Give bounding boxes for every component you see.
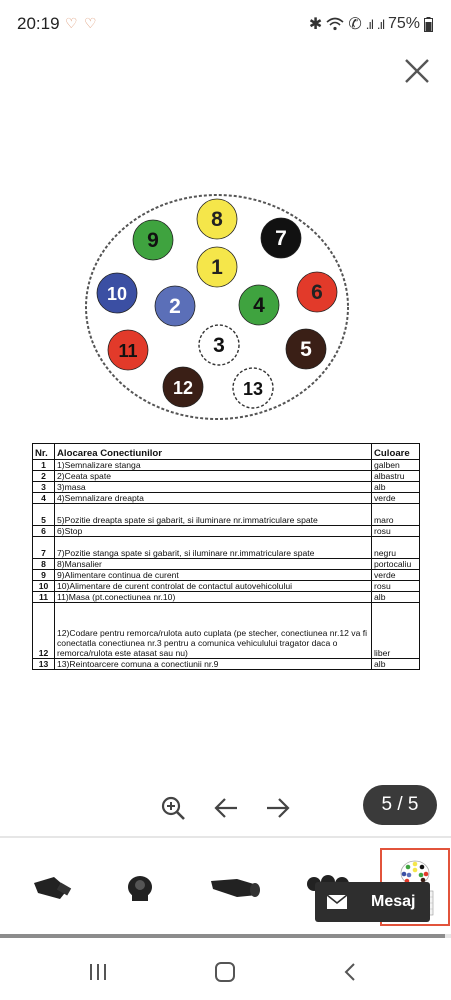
pin-label: 11: [118, 341, 138, 361]
call-icon: ✆: [348, 16, 362, 33]
zoom-in-icon[interactable]: [160, 795, 186, 821]
zoom-in-button[interactable]: [155, 790, 191, 826]
pin-label: 7: [275, 227, 287, 250]
pin-label: 5: [300, 338, 312, 361]
bluetooth-icon: ✱: [308, 16, 323, 33]
signal-icon: .ıl: [365, 16, 373, 32]
pin-label: 4: [253, 294, 265, 317]
pin-label: 13: [242, 379, 264, 399]
table-row: 6 6)Stop rosu: [33, 526, 420, 537]
recent-apps-button[interactable]: [78, 952, 118, 992]
header-alloc: Alocarea Conectiunilor: [55, 444, 372, 460]
table-row: 9 9)Alimentare continua de curent verde: [33, 570, 420, 581]
battery-text: 75%: [387, 15, 420, 32]
pin-11: [108, 330, 148, 370]
heart-icon: ♡: [84, 15, 97, 31]
envelope-icon: [315, 882, 359, 922]
message-button[interactable]: [315, 882, 430, 922]
pin-6: [297, 272, 337, 312]
thumbnail-2[interactable]: [110, 852, 170, 922]
pin-8: [197, 199, 237, 239]
pin-label: 6: [311, 281, 323, 304]
recent-apps-icon[interactable]: [88, 963, 108, 981]
pin-13: [233, 368, 273, 408]
pin-label: 10: [106, 284, 128, 304]
pin-7: [261, 218, 301, 258]
pin-1: [197, 247, 237, 287]
thumbnail-3[interactable]: [205, 852, 265, 922]
table-row: 2 2)Ceata spate albastru: [33, 471, 420, 482]
table-row: 5 5)Pozitie dreapta spate si gabarit, si iluminare nr.immatriculare spate maro: [33, 504, 420, 526]
header-nr: Nr.: [33, 444, 55, 460]
pin-12: [163, 367, 203, 407]
heart-icon: ♡: [65, 15, 78, 31]
table-row: 8 8)Mansalier portocaliu: [33, 559, 420, 570]
table-header: [33, 444, 420, 460]
table-row: 1 1)Semnalizare stanga galben: [33, 460, 420, 471]
pin-5: [286, 329, 326, 369]
next-page-button[interactable]: [260, 790, 296, 826]
pin-10: [97, 273, 137, 313]
home-icon[interactable]: [214, 961, 236, 983]
header-color: Culoare: [372, 444, 420, 460]
divider: [0, 836, 451, 838]
pin-label: 8: [211, 208, 223, 231]
signal-icon: .ıl: [376, 16, 384, 32]
plug-diagram: [0, 0, 451, 440]
table-row: 3 3)masa alb: [33, 482, 420, 493]
back-icon[interactable]: [342, 962, 358, 982]
pin-assignment-table: [32, 443, 420, 670]
arrow-left-icon[interactable]: [213, 797, 239, 819]
plug-angled-icon: [207, 867, 263, 907]
table-row: 10 10)Alimentare de curent controlat de contactul autovehicolului rosu: [33, 581, 420, 592]
pin-4: [239, 285, 279, 325]
pin-2: [155, 286, 195, 326]
message-button-label: Mesaj: [371, 893, 416, 910]
thumbnail-scrollbar[interactable]: [0, 934, 445, 938]
table-row: 12 12)Codare pentru remorca/rulota auto cuplata (pe stecher, conectiunea nr.12 va fi conectatla conectiunea nr.3 pentru a comunica vehiculului tragator daca o remorca/rulota este atasat sau nu) liber: [33, 603, 420, 659]
table-row: 4 4)Semnalizare dreapta verde: [33, 493, 420, 504]
arrow-right-icon[interactable]: [265, 797, 291, 819]
plug-front-icon: [120, 867, 160, 907]
pin-label: 2: [169, 295, 181, 318]
pin-label: 12: [172, 378, 194, 398]
pin-9: [133, 220, 173, 260]
page-indicator: 5 / 5: [363, 785, 437, 825]
home-button[interactable]: [205, 952, 245, 992]
status-time: 20:19: [17, 14, 60, 33]
pin-label: 3: [213, 334, 225, 357]
table-row: 13 13)Reintoarcere comuna a conectiunii nr.9 alb: [33, 659, 420, 670]
back-button[interactable]: [330, 952, 370, 992]
thumbnail-1[interactable]: [22, 852, 82, 922]
pin-label: 1: [211, 256, 223, 279]
plug-side-icon: [28, 867, 76, 907]
previous-page-button[interactable]: [208, 790, 244, 826]
table-row: 7 7)Pozitie stanga spate si gabarit, si iluminare nr.immatriculare spate negru: [33, 537, 420, 559]
table-row: 11 11)Masa (pt.conectiunea nr.10) alb: [33, 592, 420, 603]
pin-3: [199, 325, 239, 365]
pin-label: 9: [147, 229, 159, 252]
